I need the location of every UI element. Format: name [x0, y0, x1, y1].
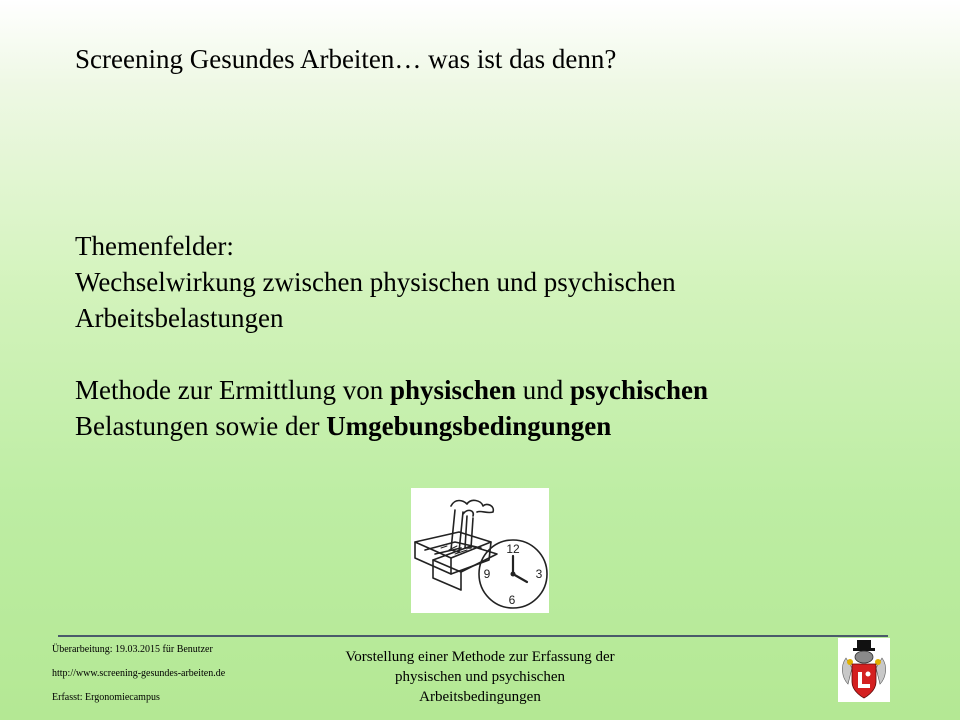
factory-clock-icon [411, 488, 549, 613]
methode-bold-umgebung: Umgebungsbedingungen [326, 411, 612, 441]
clock-number-9: 9 [483, 567, 491, 581]
footer-caption [300, 647, 660, 707]
methode-text-3: Belastungen sowie der [75, 411, 327, 441]
footer-caption-line-3: Arbeitsbedingungen [419, 689, 541, 705]
footer-divider [58, 635, 888, 637]
methode-text-2: und [516, 375, 571, 405]
methode-bold-psychischen: psychischen [570, 375, 709, 405]
clock-number-12: 12 [506, 542, 520, 556]
methode-bold-physischen: physischen [389, 375, 517, 405]
slide-title: Screening Gesundes Arbeiten… was ist das denn? [75, 44, 617, 74]
factory-clock-illustration [411, 488, 549, 613]
slide-body [75, 228, 915, 444]
coat-of-arms-logo [838, 638, 890, 702]
footer-author: Erfasst: Ergonomiecampus [52, 692, 160, 703]
clock-number-3: 3 [535, 567, 543, 581]
coat-of-arms-icon [838, 638, 890, 702]
paragraph-spacer [75, 336, 915, 372]
themen-heading: Themenfelder: [75, 231, 234, 261]
footer-meta [52, 643, 302, 715]
wechsel-line-2: Arbeitsbelastungen [75, 303, 284, 333]
methode-text-1: Methode zur Ermittlung von [75, 375, 390, 405]
footer-url-link[interactable]: http://www.screening-gesundes-arbeiten.de [52, 668, 226, 679]
clock-number-6: 6 [508, 593, 516, 607]
wechsel-line-1: Wechselwirkung zwischen physischen und psychischen [75, 267, 676, 297]
methode-line-2 [75, 408, 915, 444]
footer-caption-line-1: Vorstellung einer Methode zur Erfassung der [345, 649, 615, 665]
footer-revision: Überarbeitung: 19.03.2015 für Benutzer [52, 644, 213, 655]
methode-line-1 [75, 372, 915, 408]
footer-caption-line-2: physischen und psychischen [395, 669, 565, 685]
